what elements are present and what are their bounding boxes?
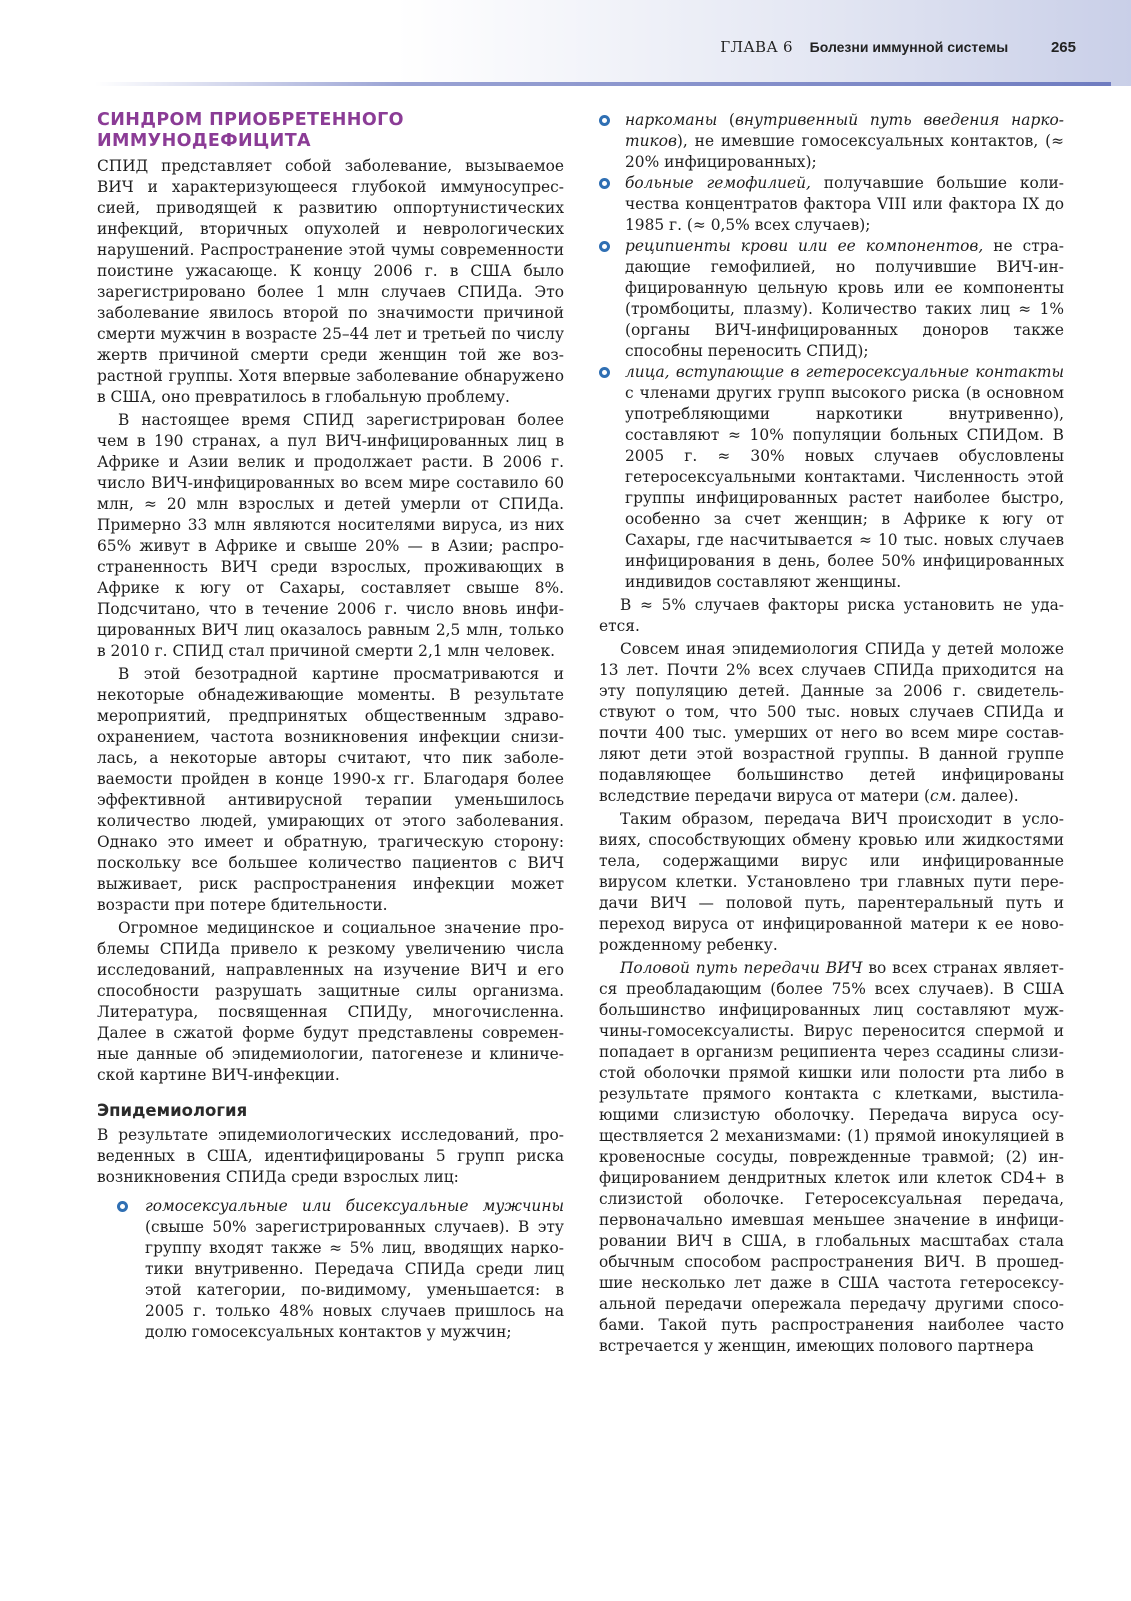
page-number: 265 xyxy=(1050,39,1076,56)
paragraph-text: далее). xyxy=(956,787,1019,805)
subheading-epidemiology: Эпидемиология xyxy=(97,1101,248,1120)
bullet-icon xyxy=(117,1201,128,1212)
paragraph: Огромное медицинское и социальное значение проблемы СПИДа привело к резкому увеличению числа исследований, направленных на изучение ВИЧ и его способности разрушать защитные силы организма. Литература, посвященная СПИДу, многочисленна. Далее в сжатой форме будут представлены современные данные об эпидемиологии, патогенезе и клинической картине ВИЧ-инфекции. xyxy=(97,919,564,1084)
paragraph xyxy=(599,958,1064,1357)
list-item-term: больные гемофилией, xyxy=(625,174,811,192)
bullet-icon xyxy=(599,367,610,378)
list-item xyxy=(579,236,1064,362)
list-item-term: реципиенты крови или ее компонентов, xyxy=(625,237,984,255)
paragraph-italic: см. xyxy=(929,787,957,805)
list-item-term: лица, вступающие в гетеросексуальные контакты xyxy=(625,363,1064,381)
paragraph: В ≈ 5% случаев факторы риска установить не удается. xyxy=(599,596,1064,635)
paragraph-text: во всех странах является преобладающим (более 75% всех случаев). В США большинство инфицированных лиц составляют мужчины-гомосексуалисты. Вирус переносится спермой и попадает в организм реципиента через ссадины слизистой оболочки прямой кишки или полости рта либо в результате прямого контакта с клетками, выстилающими слизистую оболочку. Передача вируса осуществляется 2 механизмами: (1) прямой инокуляцией в кровеносные сосуды, поврежденные травмой; (2) инфицированием дендритных клеток или клеток CD4+ в слизистой оболочке. Гетеросексуальная передача, первоначально имевшая меньшее значение в инфицировании ВИЧ в США, в глобальных масштабах стала обычным способом распространения ВИЧ. В прошедшие несколько лет даже в США частота гетеросексуальной передачи опережала передачу другими способами. Такой путь распространения наиболее часто встречается у женщин, имеющих полового партнера xyxy=(599,959,1064,1355)
list-item-text: (свыше 50% зарегистрированных случаев). В эту группу входят также ≈ 5% лиц, вводящих наркотики внутривенно. Передача СПИДа среди лиц этой категории, по-видимому, уменьшается: в 2005 г. только 48% новых случаев пришлось на долю гомосексуальных контактов у мужчин; xyxy=(145,1218,564,1341)
paragraph: Таким образом, передача ВИЧ происходит в условиях, способствующих обмену кровью или жидкостями тела, содержащими вирус или инфицированные вирусом клетки. Установлено три главных пути передачи ВИЧ — половой путь, парентеральный путь и переход вируса от инфицированной матери к ее новорожденному ребенку. xyxy=(599,810,1064,954)
section-title: СИНДРОМ ПРИОБРЕТЕННОГО ИММУНОДЕФИЦИТА xyxy=(97,110,404,151)
header-rule xyxy=(95,82,1111,86)
paragraph: В результате эпидемиологических исследований, проведенных в США, идентифицированы 5 групп риска возникновения СПИДа среди взрослых лиц: xyxy=(97,1126,564,1186)
paragraph xyxy=(599,639,1064,807)
paragraph: СПИД представляет собой заболевание, вызываемое ВИЧ и характеризующееся глубокой иммуносупрессией, приводящей к развитию оппортунистических инфекций, вторичных опухолей и неврологических нарушений. Распространение этой чумы современности поистине ужасающе. К концу 2006 г. в США было зарегистрировано более 1 млн случаев СПИДа. Это заболевание явилось второй по значимости причиной смерти мужчин в возрасте 25–44 лет и третьей по числу жертв причиной смерти среди женщин той же возрастной группы. Хотя впервые заболевание обнаружено в США, оно превратилось в глобальную проблему. xyxy=(97,157,564,406)
risk-group-list-continued xyxy=(599,110,1064,593)
list-item-text: с членами других групп высокого риска (в основном употребляющими наркотики внутривенно), составляют ≈ 10% популяции больных СПИДом. В 2005 г. ≈ 30% новых случаев обусловлены гетеросексуальными контактами. Численность этой группы инфицированных растет наиболее быстро, особенно за счет женщин; в Африке к югу от Сахары, где насчитывается ≈ 10 тыс. новых случаев инфицирования в день, более 50% инфицированных индивидов составляют женщины. xyxy=(625,384,1064,591)
list-item xyxy=(579,110,1064,173)
paragraph-text: Совсем иная эпидемиология СПИДа у детей моложе 13 лет. Почти 2% всех случаев СПИДа приходится на эту популяцию детей. Данные за 2006 г. свидетельствуют о том, что 500 тыс. новых случаев СПИДа и почти 400 тыс. умерших от него во всем мире составляют дети этой возрастной группы. В данной группе подавляющее большинство детей инфицированы вследствие передачи вируса от матери ( xyxy=(599,640,1064,805)
list-item xyxy=(117,1196,564,1343)
left-column xyxy=(97,110,564,1343)
running-head xyxy=(720,38,1076,57)
paragraph-italic: Половой путь передачи ВИЧ xyxy=(620,959,863,977)
list-item-term: внутривенный путь введения наркотиков xyxy=(625,111,1064,150)
paragraph: В этой безотрадной картине просматриваются и некоторые обнадеживающие моменты. В результате мероприятий, предпринятых общественным здравоохранением, частота возникновения инфекции снизилась, а некоторые авторы считают, что пик заболеваемости пройден в конце 1990-х гг. Благодаря более эффективной антивирусной терапии уменьшилось количество людей, умирающих от этого заболевания. Однако это имеет и обратную, трагическую сторону: поскольку все большее количество пациентов с ВИЧ выживает, риск распространения инфекции может возрасти при потере бдительности. xyxy=(97,665,564,914)
list-item-term: наркоманы xyxy=(625,111,718,129)
risk-group-list xyxy=(97,1196,564,1343)
list-item-text: ( xyxy=(717,111,735,129)
right-column xyxy=(599,110,1064,1357)
bullet-icon xyxy=(599,241,610,252)
list-item-term: гомосексуальные или бисексуальные мужчины xyxy=(145,1197,564,1215)
chapter-title: Болезни иммунной системы xyxy=(809,39,1009,55)
list-item-text: не страдающие гемофилией, но получившие ВИЧ-инфицированную цельную кровь или ее компоненты (тромбоциты, плазму). Количество таких лиц ≈ 1% (органы ВИЧ-инфицированных доноров также способны переносить СПИД); xyxy=(625,237,1064,360)
list-item xyxy=(579,173,1064,236)
chapter-label: ГЛАВА 6 xyxy=(720,38,793,56)
bullet-icon xyxy=(599,178,610,189)
bullet-icon xyxy=(599,115,610,126)
paragraph: В настоящее время СПИД зарегистрирован более чем в 190 странах, а пул ВИЧ-инфицированных лиц в Африке и Азии велик и продолжает расти. В 2006 г. число ВИЧ-инфицированных во всем мире составило 60 млн, ≈ 20 млн взрослых и детей умерли от СПИДа. Примерно 33 млн являются носителями вируса, из них 65% живут в Африке и свыше 20% — в Азии; распространенность ВИЧ среди взрослых, проживающих в Африке к югу от Сахары, составляет свыше 8%. Подсчитано, что в течение 2006 г. число вновь инфицированных ВИЧ лиц оказалось равным 2,5 млн, только в 2010 г. СПИД стал причиной смерти 2,1 млн человек. xyxy=(97,411,564,660)
list-item-text: получавшие большие количества концентратов фактора VIII или фактора IX до 1985 г. (≈ 0,5% всех случаев); xyxy=(625,174,1064,234)
list-item xyxy=(579,362,1064,593)
list-item-text: ), не имевшие гомосексуальных контактов, (≈ 20% инфицированных); xyxy=(625,132,1064,171)
